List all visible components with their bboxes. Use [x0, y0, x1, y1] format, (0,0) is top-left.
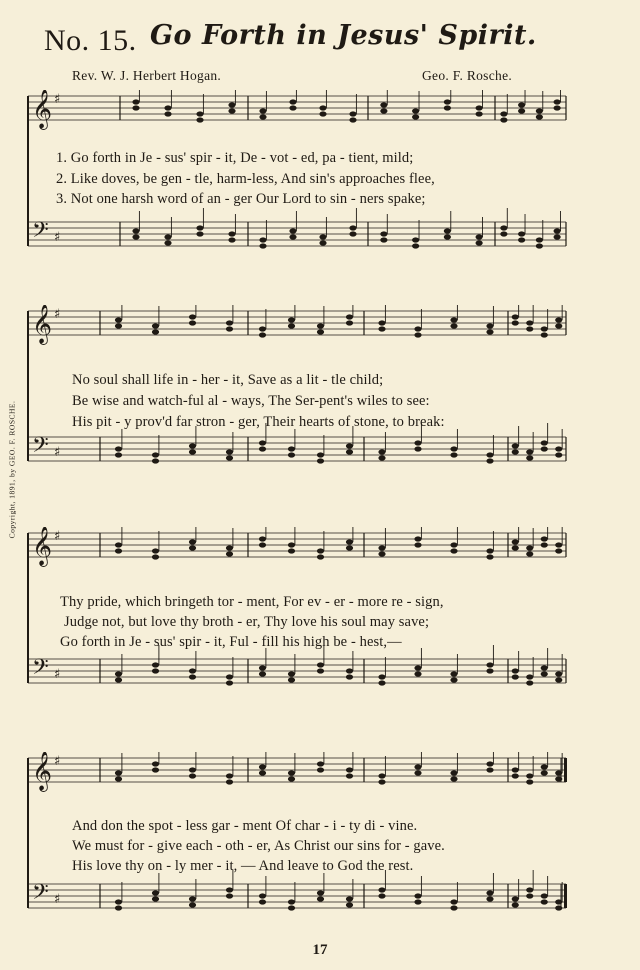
- notehead: [486, 329, 493, 334]
- notehead: [164, 240, 171, 245]
- notehead: [512, 767, 519, 772]
- notehead: [541, 899, 548, 904]
- bass-clef-icon: 𝄢: [32, 218, 49, 248]
- notehead: [115, 905, 122, 910]
- notehead: [189, 896, 196, 901]
- sharp-icon: ♯: [54, 307, 61, 322]
- notehead: [512, 902, 519, 907]
- lyric-line: His love thy on - ly mer - it, — And leave to God the rest.: [72, 858, 414, 874]
- notehead: [164, 111, 171, 116]
- notehead: [152, 761, 159, 766]
- notehead: [226, 326, 233, 331]
- notehead: [317, 890, 324, 895]
- notehead: [346, 674, 353, 679]
- notehead: [444, 99, 451, 104]
- notehead: [541, 332, 548, 337]
- lyric-line: 3. Not one harsh word of an - ger Our Lord to sin - ners spake;: [56, 191, 426, 207]
- notehead: [450, 899, 457, 904]
- notehead: [512, 449, 519, 454]
- notehead: [349, 111, 356, 116]
- notehead: [412, 243, 419, 248]
- notehead: [317, 767, 324, 772]
- notehead: [288, 452, 295, 457]
- notehead: [288, 776, 295, 781]
- notehead: [541, 326, 548, 331]
- notehead: [115, 899, 122, 904]
- notehead: [346, 314, 353, 319]
- lyric-line: Go forth in Je - sus' spir - it, Ful - fill his high be - hest,—: [60, 634, 402, 650]
- page-number: 17: [312, 942, 328, 958]
- bass-clef-icon: 𝄢: [32, 880, 49, 910]
- notehead: [378, 674, 385, 679]
- notehead: [414, 536, 421, 541]
- notehead: [476, 111, 483, 116]
- notehead: [288, 671, 295, 676]
- notehead: [450, 671, 457, 676]
- notehead: [289, 228, 296, 233]
- notehead: [450, 317, 457, 322]
- lyric-line: No soul shall life in - her - it, Save as a lit - tle child;: [72, 372, 384, 388]
- notehead: [414, 764, 421, 769]
- notehead: [555, 671, 562, 676]
- sharp-icon: ♯: [54, 445, 61, 460]
- notehead: [380, 108, 387, 113]
- notehead: [164, 234, 171, 239]
- notehead: [450, 770, 457, 775]
- notehead: [414, 446, 421, 451]
- notehead: [115, 770, 122, 775]
- notehead: [486, 761, 493, 766]
- notehead: [414, 440, 421, 445]
- sharp-icon: ♯: [54, 754, 61, 769]
- notehead: [526, 674, 533, 679]
- notehead: [414, 671, 421, 676]
- notehead: [518, 231, 525, 236]
- notehead: [512, 896, 519, 901]
- notehead: [259, 764, 266, 769]
- notehead: [555, 770, 562, 775]
- lyric-line: And don the spot - less gar - ment Of char - i - ty di - vine.: [72, 818, 418, 834]
- notehead: [512, 668, 519, 673]
- notehead: [259, 108, 266, 113]
- notehead: [132, 228, 139, 233]
- notehead: [115, 548, 122, 553]
- notehead: [259, 665, 266, 670]
- notehead: [450, 905, 457, 910]
- notehead: [526, 893, 533, 898]
- notehead: [450, 446, 457, 451]
- notehead: [414, 893, 421, 898]
- bass-clef-icon: 𝄢: [32, 655, 49, 685]
- notehead: [412, 108, 419, 113]
- notehead: [196, 111, 203, 116]
- lyric-line: 2. Like doves, be gen - tle, harm-less, And sin's approaches flee,: [56, 171, 435, 187]
- composer-credit: Geo. F. Rosche.: [422, 68, 513, 83]
- notehead: [115, 677, 122, 682]
- notehead: [378, 326, 385, 331]
- lyric-line: 1. Go forth in Je - sus' spir - it, De - vot - ed, pa - tient, mild;: [56, 150, 414, 166]
- notehead: [380, 102, 387, 107]
- notehead: [259, 446, 266, 451]
- notehead: [536, 108, 543, 113]
- notehead: [132, 234, 139, 239]
- notehead: [259, 536, 266, 541]
- notehead: [450, 323, 457, 328]
- treble-clef-icon: 𝄞: [32, 305, 53, 344]
- notehead: [288, 542, 295, 547]
- notehead: [226, 893, 233, 898]
- notehead: [486, 554, 493, 559]
- notehead: [526, 455, 533, 460]
- lyric-line: Be wise and watch-ful al - ways, The Ser-pent's wiles to see:: [72, 393, 430, 409]
- notehead: [450, 542, 457, 547]
- notehead: [412, 237, 419, 242]
- notehead: [189, 773, 196, 778]
- bass-clef-icon: 𝄢: [32, 433, 49, 463]
- notehead: [226, 779, 233, 784]
- notehead: [450, 776, 457, 781]
- notehead: [152, 662, 159, 667]
- notehead: [476, 105, 483, 110]
- notehead: [486, 767, 493, 772]
- notehead: [555, 323, 562, 328]
- notehead: [226, 773, 233, 778]
- notehead: [259, 237, 266, 242]
- notehead: [317, 329, 324, 334]
- notehead: [226, 455, 233, 460]
- notehead: [288, 905, 295, 910]
- notehead: [319, 111, 326, 116]
- notehead: [541, 770, 548, 775]
- notehead: [450, 452, 457, 457]
- notehead: [226, 674, 233, 679]
- notehead: [378, 449, 385, 454]
- notehead: [346, 767, 353, 772]
- notehead: [289, 99, 296, 104]
- notehead: [500, 117, 507, 122]
- lyric-line: His pit - y prov'd far stron - ger, Their hearts of stone, to break:: [72, 414, 445, 430]
- notehead: [346, 896, 353, 901]
- notehead: [555, 899, 562, 904]
- notehead: [526, 545, 533, 550]
- notehead: [319, 234, 326, 239]
- notehead: [518, 102, 525, 107]
- notehead: [555, 317, 562, 322]
- notehead: [189, 668, 196, 673]
- notehead: [288, 317, 295, 322]
- sharp-icon: ♯: [54, 529, 61, 544]
- notehead: [346, 545, 353, 550]
- notehead: [414, 899, 421, 904]
- notehead: [317, 458, 324, 463]
- final-barline: [564, 758, 567, 782]
- notehead: [554, 228, 561, 233]
- notehead: [115, 452, 122, 457]
- notehead: [512, 539, 519, 544]
- notehead: [486, 662, 493, 667]
- notehead: [555, 446, 562, 451]
- lyricist-credit: Rev. W. J. Herbert Hogan.: [72, 68, 222, 83]
- notehead: [189, 314, 196, 319]
- notehead: [500, 225, 507, 230]
- notehead: [317, 896, 324, 901]
- notehead: [541, 440, 548, 445]
- notehead: [259, 899, 266, 904]
- notehead: [512, 320, 519, 325]
- notehead: [526, 320, 533, 325]
- notehead: [414, 332, 421, 337]
- notehead: [554, 99, 561, 104]
- notehead: [541, 665, 548, 670]
- notehead: [189, 545, 196, 550]
- notehead: [378, 779, 385, 784]
- final-barline: [564, 884, 567, 908]
- notehead: [346, 320, 353, 325]
- notehead: [555, 677, 562, 682]
- notehead: [380, 231, 387, 236]
- notehead: [228, 231, 235, 236]
- notehead: [226, 320, 233, 325]
- sharp-icon: ♯: [54, 667, 61, 682]
- notehead: [289, 105, 296, 110]
- notehead: [226, 887, 233, 892]
- notehead: [414, 665, 421, 670]
- notehead: [486, 548, 493, 553]
- notehead: [226, 545, 233, 550]
- notehead: [259, 114, 266, 119]
- hymn-number: No. 15.: [44, 24, 137, 57]
- notehead: [486, 668, 493, 673]
- notehead: [486, 458, 493, 463]
- notehead: [189, 767, 196, 772]
- notehead: [346, 668, 353, 673]
- notehead: [115, 446, 122, 451]
- notehead: [349, 225, 356, 230]
- notehead: [554, 234, 561, 239]
- notehead: [288, 446, 295, 451]
- notehead: [349, 117, 356, 122]
- notehead: [152, 323, 159, 328]
- notehead: [317, 668, 324, 673]
- notehead: [189, 449, 196, 454]
- notehead: [526, 551, 533, 556]
- notehead: [319, 240, 326, 245]
- notehead: [346, 539, 353, 544]
- treble-clef-icon: 𝄞: [32, 90, 53, 129]
- notehead: [226, 551, 233, 556]
- notehead: [189, 320, 196, 325]
- notehead: [555, 905, 562, 910]
- notehead: [288, 899, 295, 904]
- notehead: [288, 548, 295, 553]
- notehead: [378, 545, 385, 550]
- notehead: [152, 548, 159, 553]
- notehead: [378, 551, 385, 556]
- notehead: [346, 902, 353, 907]
- notehead: [259, 542, 266, 547]
- notehead: [378, 455, 385, 460]
- notehead: [349, 231, 356, 236]
- notehead: [536, 243, 543, 248]
- notehead: [317, 761, 324, 766]
- sharp-icon: ♯: [54, 230, 61, 245]
- treble-clef-icon: 𝄞: [32, 527, 53, 566]
- notehead: [526, 779, 533, 784]
- notehead: [115, 323, 122, 328]
- notehead: [226, 449, 233, 454]
- notehead: [115, 317, 122, 322]
- notehead: [189, 674, 196, 679]
- notehead: [378, 773, 385, 778]
- notehead: [378, 320, 385, 325]
- treble-clef-icon: 𝄞: [32, 752, 53, 791]
- notehead: [444, 234, 451, 239]
- notehead: [512, 674, 519, 679]
- notehead: [259, 671, 266, 676]
- notehead: [378, 680, 385, 685]
- notehead: [414, 542, 421, 547]
- notehead: [500, 111, 507, 116]
- notehead: [288, 770, 295, 775]
- notehead: [476, 234, 483, 239]
- notehead: [196, 231, 203, 236]
- notehead: [512, 443, 519, 448]
- notehead: [132, 105, 139, 110]
- notehead: [164, 105, 171, 110]
- notehead: [152, 668, 159, 673]
- notehead: [512, 314, 519, 319]
- notehead: [152, 896, 159, 901]
- notehead: [152, 767, 159, 772]
- notehead: [346, 449, 353, 454]
- notehead: [500, 231, 507, 236]
- notehead: [541, 542, 548, 547]
- notehead: [319, 105, 326, 110]
- notehead: [555, 542, 562, 547]
- notehead: [317, 662, 324, 667]
- notehead: [288, 323, 295, 328]
- notehead: [317, 323, 324, 328]
- notehead: [450, 548, 457, 553]
- copyright-notice: Copyright, 1891, by GEO. F. ROSCHE.: [7, 400, 17, 539]
- notehead: [414, 326, 421, 331]
- notehead: [476, 240, 483, 245]
- notehead: [444, 228, 451, 233]
- notehead: [444, 105, 451, 110]
- notehead: [259, 332, 266, 337]
- notehead: [555, 452, 562, 457]
- notehead: [541, 671, 548, 676]
- notehead: [378, 893, 385, 898]
- notehead: [152, 458, 159, 463]
- notehead: [189, 443, 196, 448]
- notehead: [317, 554, 324, 559]
- notehead: [536, 237, 543, 242]
- notehead: [486, 452, 493, 457]
- lyric-line: Thy pride, which bringeth tor - ment, For ev - er - more re - sign,: [60, 594, 444, 610]
- notehead: [152, 890, 159, 895]
- notehead: [152, 554, 159, 559]
- notehead: [196, 117, 203, 122]
- notehead: [346, 773, 353, 778]
- notehead: [512, 545, 519, 550]
- notehead: [526, 680, 533, 685]
- notehead: [512, 773, 519, 778]
- notehead: [115, 671, 122, 676]
- notehead: [259, 770, 266, 775]
- notehead: [526, 449, 533, 454]
- notehead: [317, 548, 324, 553]
- notehead: [196, 225, 203, 230]
- notehead: [259, 893, 266, 898]
- notehead: [486, 890, 493, 895]
- notehead: [228, 237, 235, 242]
- notehead: [132, 99, 139, 104]
- notehead: [259, 243, 266, 248]
- notehead: [555, 548, 562, 553]
- notehead: [541, 446, 548, 451]
- notehead: [541, 893, 548, 898]
- notehead: [450, 677, 457, 682]
- notehead: [259, 326, 266, 331]
- notehead: [536, 114, 543, 119]
- sharp-icon: ♯: [54, 92, 61, 107]
- notehead: [554, 105, 561, 110]
- notehead: [412, 114, 419, 119]
- notehead: [541, 536, 548, 541]
- notehead: [189, 539, 196, 544]
- notehead: [115, 542, 122, 547]
- notehead: [526, 773, 533, 778]
- notehead: [526, 326, 533, 331]
- notehead: [486, 323, 493, 328]
- notehead: [228, 102, 235, 107]
- notehead: [380, 237, 387, 242]
- notehead: [486, 896, 493, 901]
- notehead: [317, 452, 324, 457]
- notehead: [555, 776, 562, 781]
- notehead: [259, 440, 266, 445]
- notehead: [152, 329, 159, 334]
- notehead: [228, 108, 235, 113]
- notehead: [226, 680, 233, 685]
- notehead: [115, 776, 122, 781]
- notehead: [189, 902, 196, 907]
- notehead: [346, 443, 353, 448]
- notehead: [541, 764, 548, 769]
- lyric-line: We must for - give each - oth - er, As Christ our sins for - gave.: [72, 838, 445, 854]
- notehead: [289, 234, 296, 239]
- notehead: [152, 452, 159, 457]
- notehead: [518, 108, 525, 113]
- sharp-icon: ♯: [54, 892, 61, 907]
- notehead: [288, 677, 295, 682]
- notehead: [526, 887, 533, 892]
- lyric-line: Judge not, but love thy broth - er, Thy love his soul may save;: [64, 614, 430, 630]
- notehead: [378, 887, 385, 892]
- notehead: [414, 770, 421, 775]
- notehead: [518, 237, 525, 242]
- hymn-title: Go Forth in Jesus' Spirit.: [150, 20, 537, 51]
